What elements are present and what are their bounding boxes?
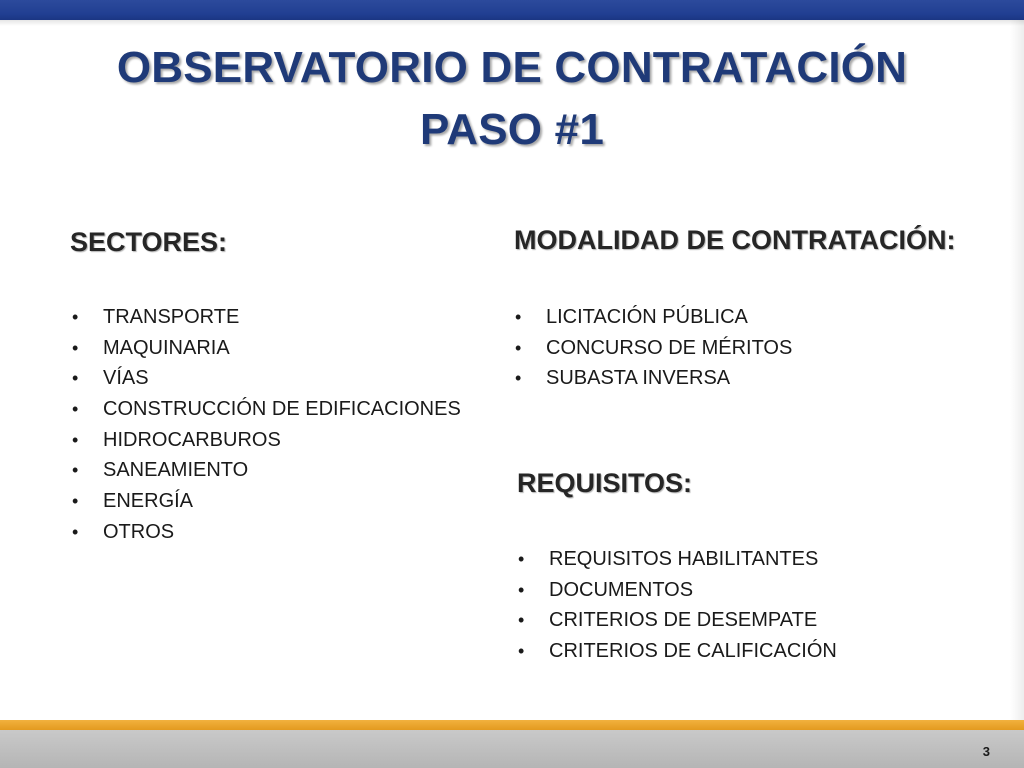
bullet-icon: • bbox=[518, 579, 525, 600]
footer-bar bbox=[0, 730, 1024, 768]
list-item-text: CRITERIOS DE DESEMPATE bbox=[549, 609, 818, 632]
list-item bbox=[72, 425, 461, 456]
list-item-text: OTROS bbox=[103, 520, 175, 543]
bullet-icon: • bbox=[72, 521, 79, 542]
list-item bbox=[72, 333, 461, 364]
list-item-text: DOCUMENTOS bbox=[549, 578, 694, 601]
list-item-text: CRITERIOS DE CALIFICACIÓN bbox=[549, 640, 837, 663]
list-item-text: VÍAS bbox=[103, 367, 149, 390]
footer-accent-bar bbox=[0, 720, 1024, 730]
page-number: 3 bbox=[982, 744, 990, 759]
list-item-text: CONSTRUCCIÓN DE EDIFICACIONES bbox=[103, 398, 461, 421]
bullet-icon: • bbox=[72, 399, 79, 420]
requisitos-heading: REQUISITOS: bbox=[517, 468, 693, 498]
requisitos-list bbox=[518, 544, 837, 667]
bullet-icon: • bbox=[72, 429, 79, 450]
sectores-list bbox=[72, 302, 461, 548]
list-item bbox=[518, 575, 837, 606]
list-item bbox=[515, 333, 792, 364]
list-item-text: LICITACIÓN PÚBLICA bbox=[546, 306, 748, 328]
list-item bbox=[72, 455, 461, 486]
list-item bbox=[72, 363, 461, 394]
bullet-icon: • bbox=[518, 641, 525, 662]
list-item bbox=[72, 486, 461, 517]
modalidad-list bbox=[515, 302, 792, 394]
list-item-text: TRANSPORTE bbox=[103, 306, 240, 328]
top-header-bar bbox=[0, 0, 1024, 20]
list-item-text: SUBASTA INVERSA bbox=[546, 367, 731, 390]
list-item bbox=[72, 394, 461, 425]
modalidad-heading: MODALIDAD DE CONTRATACIÓN: bbox=[514, 225, 956, 255]
bullet-icon: • bbox=[518, 610, 525, 631]
list-item-text: CONCURSO DE MÉRITOS bbox=[546, 336, 793, 359]
bullet-icon: • bbox=[515, 307, 522, 327]
list-item-text: HIDROCARBUROS bbox=[103, 428, 281, 451]
slide-title: OBSERVATORIO DE CONTRATACIÓN bbox=[116, 43, 908, 92]
bullet-icon: • bbox=[72, 307, 79, 327]
sectores-heading: SECTORES: bbox=[70, 227, 228, 257]
list-item bbox=[515, 302, 792, 333]
bullet-icon: • bbox=[72, 337, 79, 358]
list-item bbox=[518, 605, 837, 636]
bullet-icon: • bbox=[515, 368, 522, 389]
bullet-icon: • bbox=[72, 460, 79, 481]
list-item bbox=[515, 363, 792, 394]
list-item bbox=[518, 544, 837, 575]
list-item bbox=[72, 517, 461, 548]
list-item-text: ENERGÍA bbox=[103, 490, 194, 513]
list-item-text: REQUISITOS HABILITANTES bbox=[549, 548, 819, 570]
bullet-icon: • bbox=[72, 491, 79, 512]
bullet-icon: • bbox=[515, 337, 522, 358]
list-item-text: SANEAMIENTO bbox=[103, 459, 249, 482]
bullet-icon: • bbox=[72, 368, 79, 389]
list-item bbox=[72, 302, 461, 333]
list-item bbox=[518, 636, 837, 667]
list-item-text: MAQUINARIA bbox=[103, 336, 230, 359]
slide-subtitle: PASO #1 bbox=[420, 105, 604, 154]
header-shadow bbox=[0, 20, 1024, 26]
bullet-icon: • bbox=[518, 549, 525, 569]
